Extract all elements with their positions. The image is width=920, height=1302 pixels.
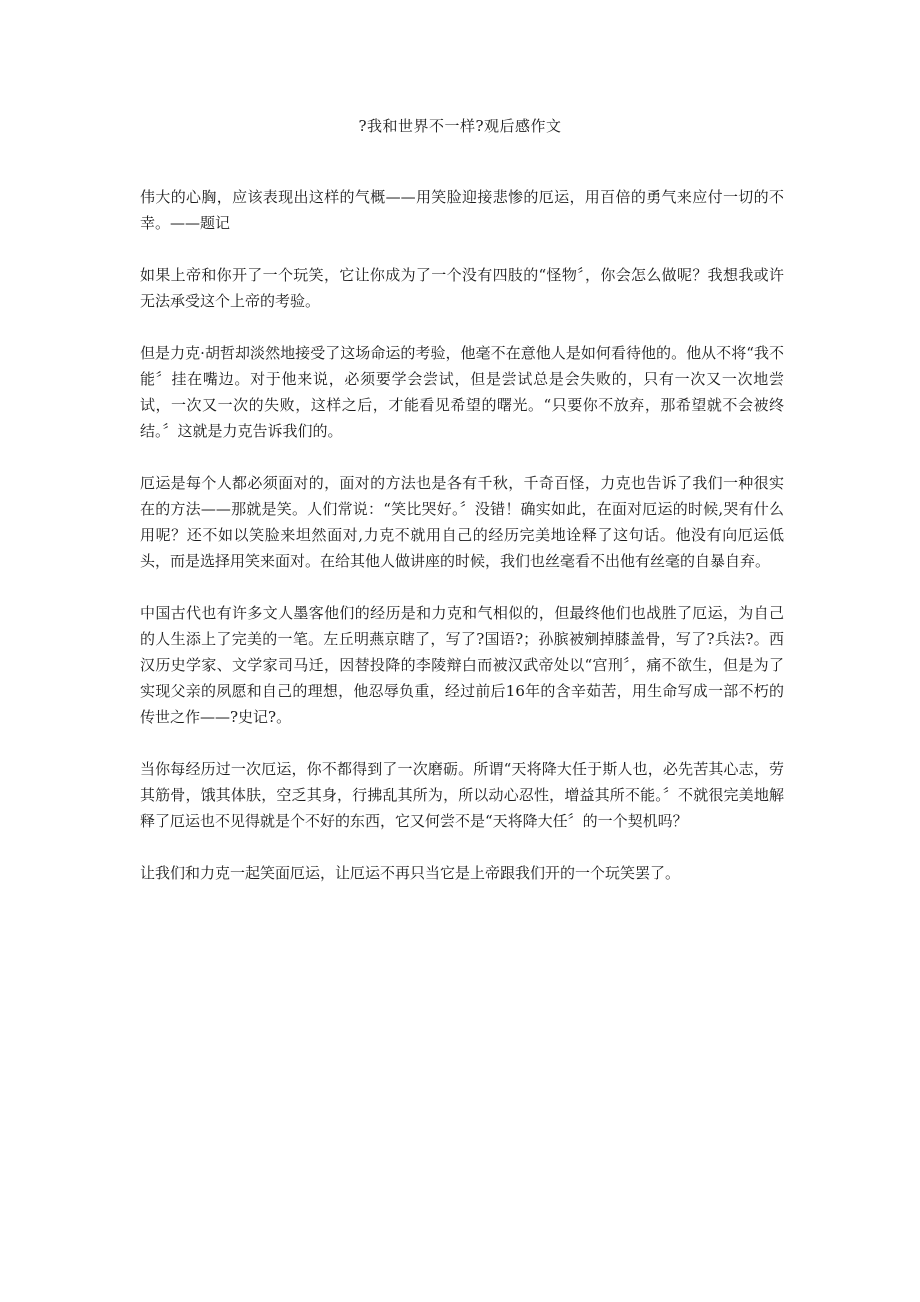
paragraph-5: 当你每经历过一次厄运，你不都得到了一次磨砺。所谓“天将降大任于斯人也，必先苦其心志，劳其筋骨，饿其体肤，空乏其身，行拂乱其所为，所以动心忍性，增益其所不能。〞不就很完美地解释了厄运也不见得就是个不好的东西，它又何尝不是“天将降大任〞的一个契机吗？ [140, 760, 784, 830]
document-body [140, 184, 784, 912]
paragraph-2: 但是力克·胡哲却淡然地接受了这场命运的考验，他毫不在意他人是如何看待他的。他从不将“我不能〞挂在嘴边。对于他来说，必须要学会尝试，但是尝试总是会失败的，只有一次又一次地尝试，一次又一次的失败，这样之后，才能看见希望的曙光。“只要你不放弃，那希望就不会被终结。〞这就是力克告诉我们的。 [140, 344, 784, 440]
document-title: ?我和世界不一样?观后感作文 [358, 117, 562, 135]
paragraph-4: 中国古代也有许多文人墨客他们的经历是和力克和气相似的，但最终他们也战胜了厄运，为自己的人生添上了完美的一笔。左丘明燕京瞎了，写了?国语?；孙膑被剜掉膝盖骨，写了?兵法?。西汉历史学家、文学家司马迁，因替投降的李陵辩白而被汉武帝处以“宫刑〞，痛不欲生，但是为了实现父亲的夙愿和自己的理想，他忍辱负重，经过前后16年的含辛茹苦，用生命写成一部不朽的传世之作——?史记?。 [140, 604, 784, 726]
paragraph-epigraph: 伟大的心胸，应该表现出这样的气概——用笑脸迎接悲惨的厄运，用百倍的勇气来应付一切的不幸。——题记 [140, 188, 784, 232]
paragraph-1: 如果上帝和你开了一个玩笑，它让你成为了一个没有四肢的“怪物〞，你会怎么做呢？我想我或许无法承受这个上帝的考验。 [140, 266, 784, 310]
paragraph-6: 让我们和力克一起笑面厄运，让厄运不再只当它是上帝跟我们开的一个玩笑罢了。 [140, 864, 681, 882]
paragraph-3: 厄运是每个人都必须面对的，面对的方法也是各有千秋，千奇百怪，力克也告诉了我们一种很实在的方法——那就是笑。人们常说：“笑比哭好。〞没错！确实如此，在面对厄运的时候,哭有什么用呢？还不如以笑脸来坦然面对,力克不就用自己的经历完美地诠释了这句话。他没有向厄运低头，而是选择用笑来面对。在给其他人做讲座的时候，我们也丝毫看不出他有丝毫的自暴自弃。 [140, 474, 784, 570]
